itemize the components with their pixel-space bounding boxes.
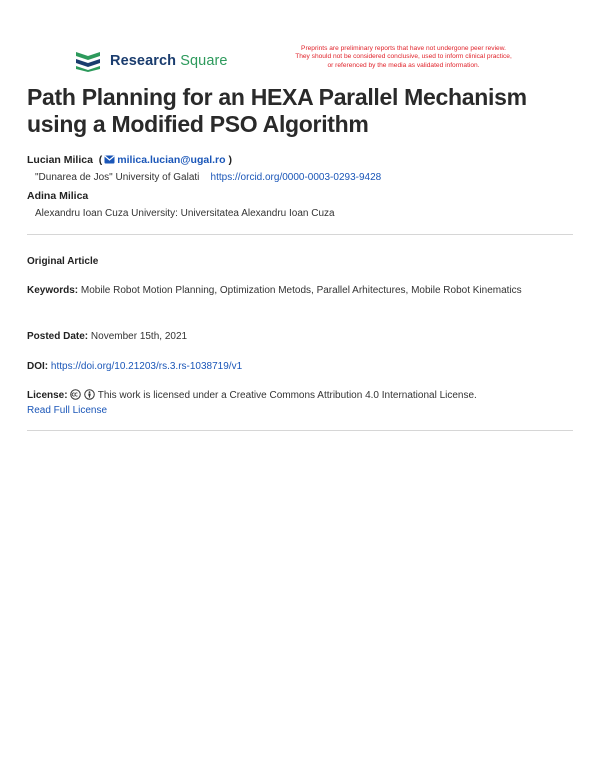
posted-date bbox=[27, 329, 573, 344]
doi-label: DOI: bbox=[27, 361, 49, 372]
affiliation-text: "Dunarea de Jos" University of Galati bbox=[35, 172, 200, 183]
brand-name: Research Square bbox=[110, 53, 228, 69]
license-text: This work is licensed under a Creative Commons Attribution 4.0 International License. bbox=[97, 390, 477, 401]
envelope-icon bbox=[104, 155, 115, 164]
divider bbox=[27, 234, 573, 235]
cc-icon bbox=[70, 389, 81, 400]
author-2-affiliation bbox=[35, 207, 335, 220]
orcid-link[interactable]: https://orcid.org/0000-0003-0293-9428 bbox=[210, 172, 382, 183]
affiliation-text: Alexandru Ioan Cuza University: Universitatea Alexandru Ioan Cuza bbox=[35, 208, 335, 219]
preprint-disclaimer bbox=[266, 45, 541, 70]
paper-title bbox=[27, 84, 567, 138]
disclaimer-line: or referenced by the media as validated information. bbox=[327, 61, 480, 69]
author-1-affiliation bbox=[35, 171, 381, 184]
author-name: Lucian Milica bbox=[27, 154, 93, 166]
author-2 bbox=[27, 190, 88, 203]
keywords-label: Keywords: bbox=[27, 285, 79, 296]
title-line: Path Planning for an HEXA Parallel Mechanism bbox=[27, 84, 527, 110]
research-square-logo[interactable] bbox=[74, 48, 228, 74]
keywords-value: Mobile Robot Motion Planning, Optimization Metods, Parallel Arhitectures, Mobile Robot Kinematics bbox=[80, 285, 522, 296]
disclaimer-line: Preprints are preliminary reports that have not undergone peer review. bbox=[301, 45, 506, 52]
research-square-logo-icon bbox=[74, 50, 102, 72]
read-full-license-link[interactable]: Read Full License bbox=[27, 405, 108, 416]
doi-link[interactable]: https://doi.org/10.21203/rs.3.rs-1038719/v1 bbox=[50, 361, 243, 372]
license bbox=[27, 388, 573, 418]
author-1: Lucian Milica ( milica.lucian@ugal.ro ) bbox=[27, 154, 232, 166]
article-type: Original Article bbox=[27, 256, 99, 267]
author-email-link[interactable]: milica.lucian@ugal.ro bbox=[117, 154, 226, 166]
keywords bbox=[27, 283, 573, 298]
divider bbox=[27, 430, 573, 431]
disclaimer-line: They should not be considered conclusive, used to inform clinical practice, bbox=[295, 53, 512, 61]
title-line: using a Modified PSO Algorithm bbox=[27, 111, 369, 137]
author-name: Adina Milica bbox=[27, 190, 89, 202]
posted-date-label: Posted Date: bbox=[27, 331, 89, 342]
doi bbox=[27, 359, 573, 374]
by-icon bbox=[84, 389, 95, 400]
posted-date-value: November 15th, 2021 bbox=[90, 331, 188, 342]
license-label: License: bbox=[27, 390, 68, 401]
